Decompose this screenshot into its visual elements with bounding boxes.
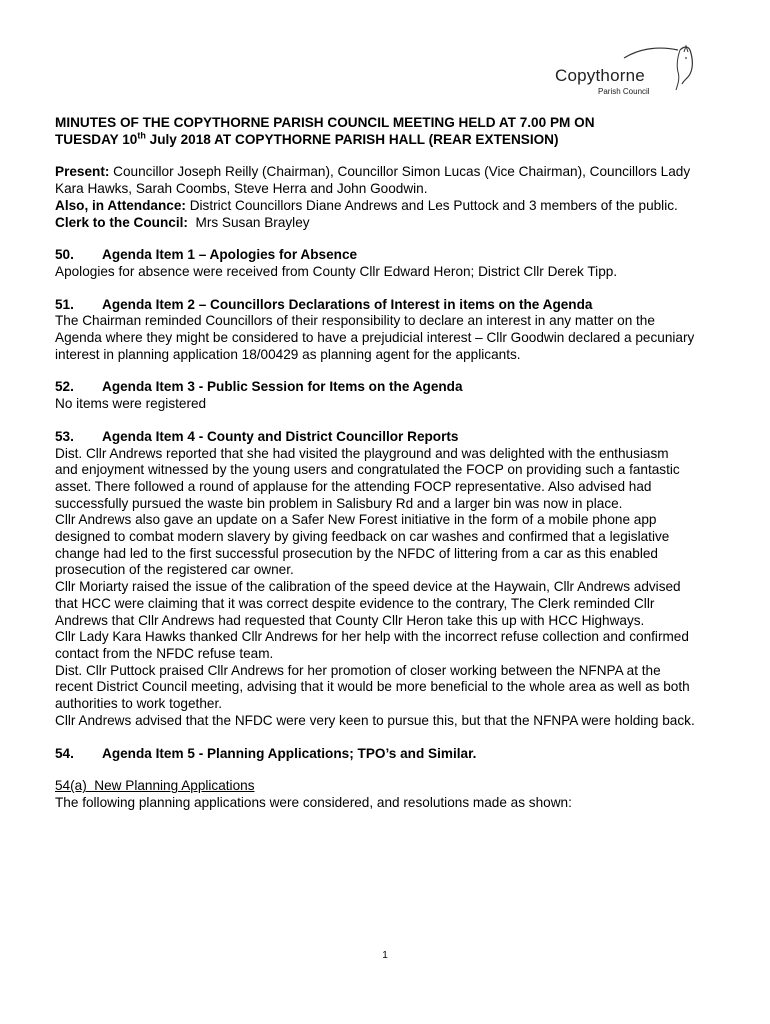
item-53-title: Agenda Item 4 - County and District Councillor Reports — [102, 428, 459, 444]
also-attendance-paragraph — [55, 198, 695, 215]
item-50-body: Apologies for absence were received from County Cllr Edward Heron; District Cllr Derek Tipp. — [55, 263, 618, 279]
item-54-title: Agenda Item 5 - Planning Applications; TPO’s and Similar. — [102, 745, 477, 761]
minutes-title — [55, 115, 695, 148]
item-50-heading — [55, 247, 695, 264]
item-54-number: 54. — [55, 745, 74, 761]
item-53-heading — [55, 429, 695, 446]
item-53-paragraph-5: Dist. Cllr Puttock praised Cllr Andrews for her promotion of closer working between the NFNPA at the recent District Council meeting, advising that it would be more beneficial to the whole area as well as both authorities to work together. — [55, 662, 690, 712]
item-53-paragraph-6: Cllr Andrews advised that the NFDC were very keen to pursue this, but that the NFNPA were holding back. — [55, 712, 695, 728]
item-54a-body: The following planning applications were considered, and resolutions made as shown: — [55, 794, 572, 810]
item-52-heading — [55, 379, 695, 396]
item-54-heading — [55, 746, 695, 763]
title-line-2-sup: th — [137, 130, 146, 141]
logo-subtitle: Parish Council — [598, 87, 650, 96]
present-text: Councillor Joseph Reilly (Chairman), Councillor Simon Lucas (Vice Chairman), Councillors Lady Kara Hawks, Sarah Coombs, Steve Herra and John Goodwin. — [55, 164, 691, 197]
item-51-number: 51. — [55, 296, 74, 312]
item-53-number: 53. — [55, 428, 74, 444]
title-line-2-post: July 2018 AT COPYTHORNE PARISH HALL (REAR EXTENSION) — [145, 131, 559, 147]
title-line-1: MINUTES OF THE COPYTHORNE PARISH COUNCIL MEETING HELD AT 7.00 PM ON — [55, 115, 595, 130]
item-53-paragraph-4: Cllr Lady Kara Hawks thanked Cllr Andrews for her help with the incorrect refuse collection and confirmed contact from the NFDC refuse team. — [55, 629, 689, 661]
item-53-paragraph-3: Cllr Moriarty raised the issue of the calibration of the speed device at the Haywain, Cllr Andrews advised that HCC were claiming that it was correct despite evidence to the contrary, The Clerk reminded Cllr Andrews that Cllr Andrews had requested that County Cllr Heron take this up with HCC Highways. — [55, 579, 681, 628]
item-53-paragraph-2: Cllr Andrews also gave an update on a Safer New Forest initiative in the form of a mobile phone app designed to combat modern slavery by giving feedback on car washes and confirmed that a legislative change had led to the first successful prosecution by the NFDC of littering from a car as this enabled prosecution of the registered car owner. — [55, 512, 670, 578]
also-text: District Councillors Diane Andrews and Les Puttock and 3 members of the public. — [185, 197, 678, 213]
page-number: 1 — [382, 950, 388, 961]
item-51-heading — [55, 297, 695, 314]
item-54a-subheading: 54(a) New Planning Applications — [55, 778, 255, 794]
also-label: Also, in Attendance: — [55, 197, 186, 213]
title-line-2-pre: TUESDAY 10 — [55, 131, 138, 147]
item-50-number: 50. — [55, 247, 74, 263]
item-52-title: Agenda Item 3 - Public Session for Items on the Agenda — [102, 379, 463, 395]
clerk-text: Mrs Susan Brayley — [187, 214, 310, 230]
item-50-title: Agenda Item 1 – Apologies for Absence — [102, 247, 358, 263]
item-51-body: The Chairman reminded Councillors of their responsibility to declare an interest in any matter on the Agenda where they might be considered to have a prejudicial interest – Cllr Goodwin declared a pecuniary interest in planning application 18/00429 as planning agent for the applicants. — [55, 313, 695, 362]
item-53-paragraph-1: Dist. Cllr Andrews reported that she had visited the playground and was delighted with the enthusiasm and enjoyment witnessed by the young users and congratulated the FOCP on providing such a fantastic asset. There followed a round of applause for the attending FOCP representative. Also advised had successfully pursued the waste bin problem in Salisbury Rd and a larger bin was now in place. — [55, 445, 680, 511]
clerk-paragraph — [55, 215, 695, 232]
item-52-number: 52. — [55, 379, 74, 395]
present-label: Present: — [55, 164, 110, 180]
minutes-content — [55, 115, 695, 812]
present-paragraph — [55, 164, 695, 197]
logo-name: Copythorne — [555, 66, 645, 85]
item-52-body: No items were registered — [55, 396, 207, 412]
clerk-label: Clerk to the Council: — [55, 214, 188, 230]
parish-council-logo — [548, 44, 700, 100]
item-51-title: Agenda Item 2 – Councillors Declarations of Interest in items on the Agenda — [102, 296, 593, 312]
